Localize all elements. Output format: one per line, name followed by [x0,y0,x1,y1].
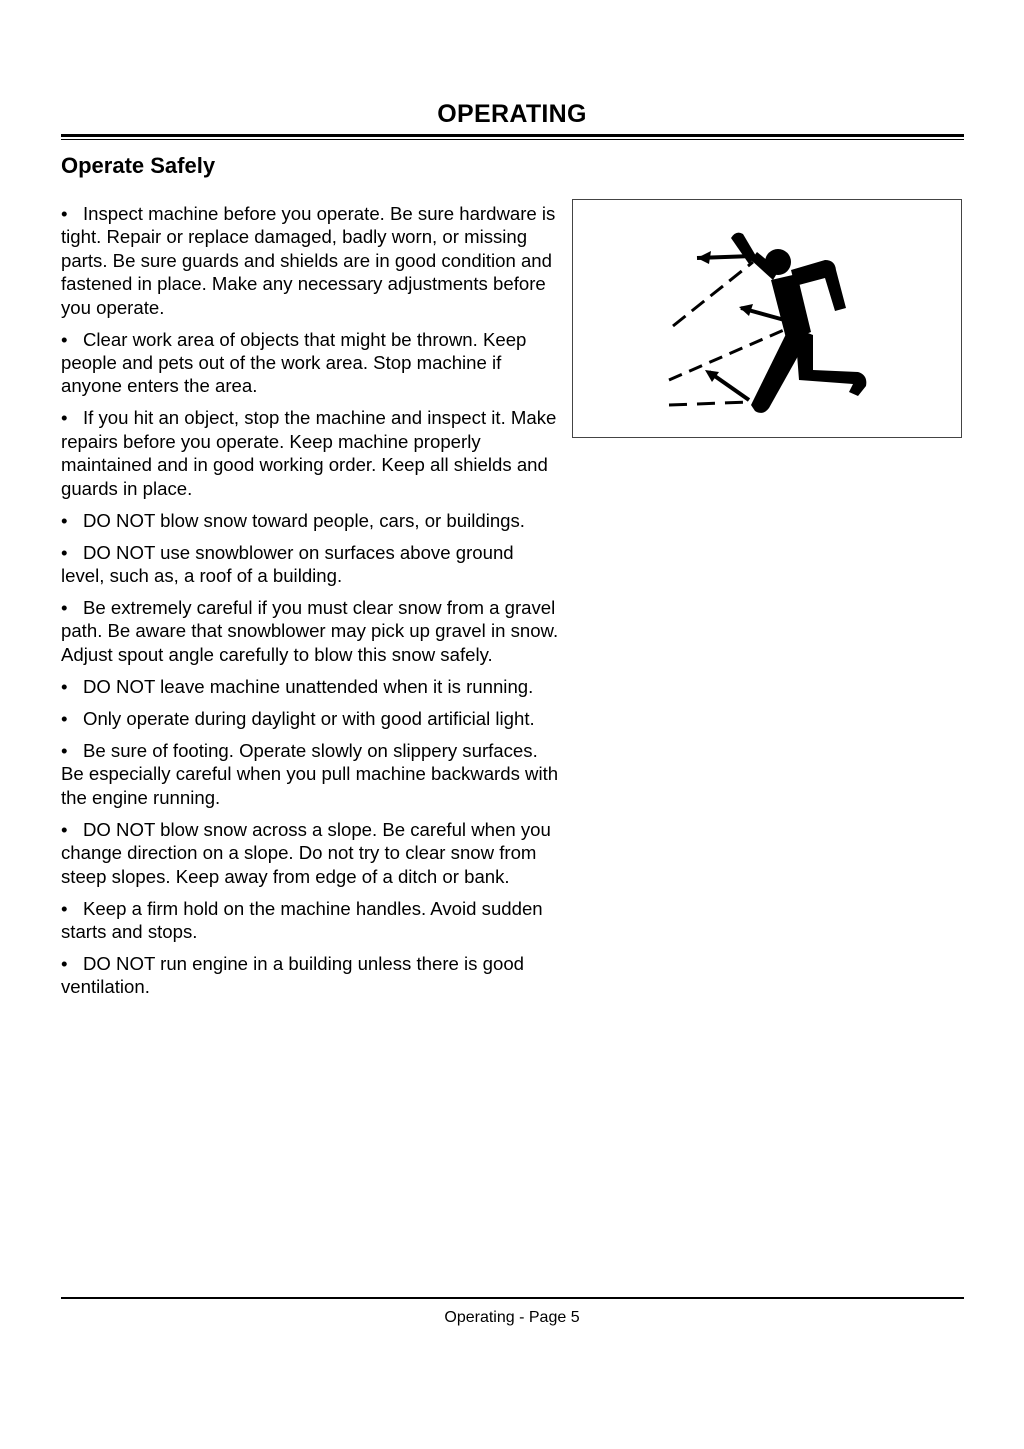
bullet-text: DO NOT blow snow across a slope. Be careful when you change direction on a slope. Do not try to clear snow from steep slopes. Keep away from edge of a ditch or bank. [61,818,551,887]
bullet-item [61,707,561,730]
bullet-text: Be sure of footing. Operate slowly on slippery surfaces. Be especially careful when you pull machine backwards with the engine running. [61,739,559,808]
bullet-text: DO NOT blow snow toward people, cars, or buildings. [83,509,525,531]
bullet-item [61,675,561,698]
bullet-mark: • [61,739,68,761]
title-rule-thick [61,134,964,137]
thrown-objects-hazard-icon [573,200,963,439]
bullet-mark: • [61,952,68,974]
bullet-mark: • [61,407,68,429]
bullet-item [61,509,561,532]
bullet-text: If you hit an object, stop the machine and inspect it. Make repairs before you operate. Keep machine properly maintained and in good working order. Keep all shields and guards in place. [61,407,557,499]
bullet-text: Only operate during daylight or with good artificial light. [83,707,535,729]
projectile-dashed-trail [669,402,749,405]
bullet-mark: • [61,509,68,531]
bullet-text: DO NOT run engine in a building unless there is good ventilation. [61,952,525,998]
page-footer: Operating - Page 5 [444,1309,580,1326]
bullet-item [61,328,561,398]
bullet-mark: • [61,203,68,224]
bullet-item [61,202,561,319]
bullet-text: Inspect machine before you operate. Be sure hardware is tight. Repair or replace damaged, badly worn, or missing parts. Be sure guards and shields are in good condition and fastened in place. Make any necessary adjustments before you operate. [61,203,556,318]
bullet-item [61,818,561,888]
bullet-item [61,596,561,666]
bullet-mark: • [61,541,68,563]
bullet-mark: • [61,897,68,919]
hazard-illustration-frame [572,199,962,438]
bullet-item [61,897,561,944]
bullet-mark: • [61,707,68,729]
bullet-item [61,541,561,588]
figure-leg-back [795,328,866,396]
bullet-mark: • [61,675,68,697]
page-title: OPERATING [437,100,587,128]
bullet-text: DO NOT use snowblower on surfaces above ground level, such as, a roof of a building. [61,541,514,587]
bullet-item [61,739,561,809]
bullet-text: Keep a firm hold on the machine handles. Avoid sudden starts and stops. [61,897,543,942]
bullet-item [61,952,561,999]
bullet-text: DO NOT leave machine unattended when it is running. [83,675,534,697]
projectile-arrowhead [697,251,711,264]
bullet-text: Clear work area of objects that might be thrown. Keep people and pets out of the work area. Stop machine if anyone enters the area. [61,328,527,397]
bullet-mark: • [61,597,68,619]
title-rule-thin [61,139,964,140]
section-heading: Operate Safely [61,153,216,178]
safety-bullet-list [61,202,561,1007]
projectile-dashed-trail [673,262,753,326]
bullet-text: Be extremely careful if you must clear snow from a gravel path. Be aware that snowblower may pick up gravel in snow. Adjust spout angle carefully to blow this snow safely. [61,597,559,665]
bullet-mark: • [61,818,68,840]
footer-rule [61,1297,964,1299]
bullet-mark: • [61,328,68,350]
bullet-item [61,406,561,500]
